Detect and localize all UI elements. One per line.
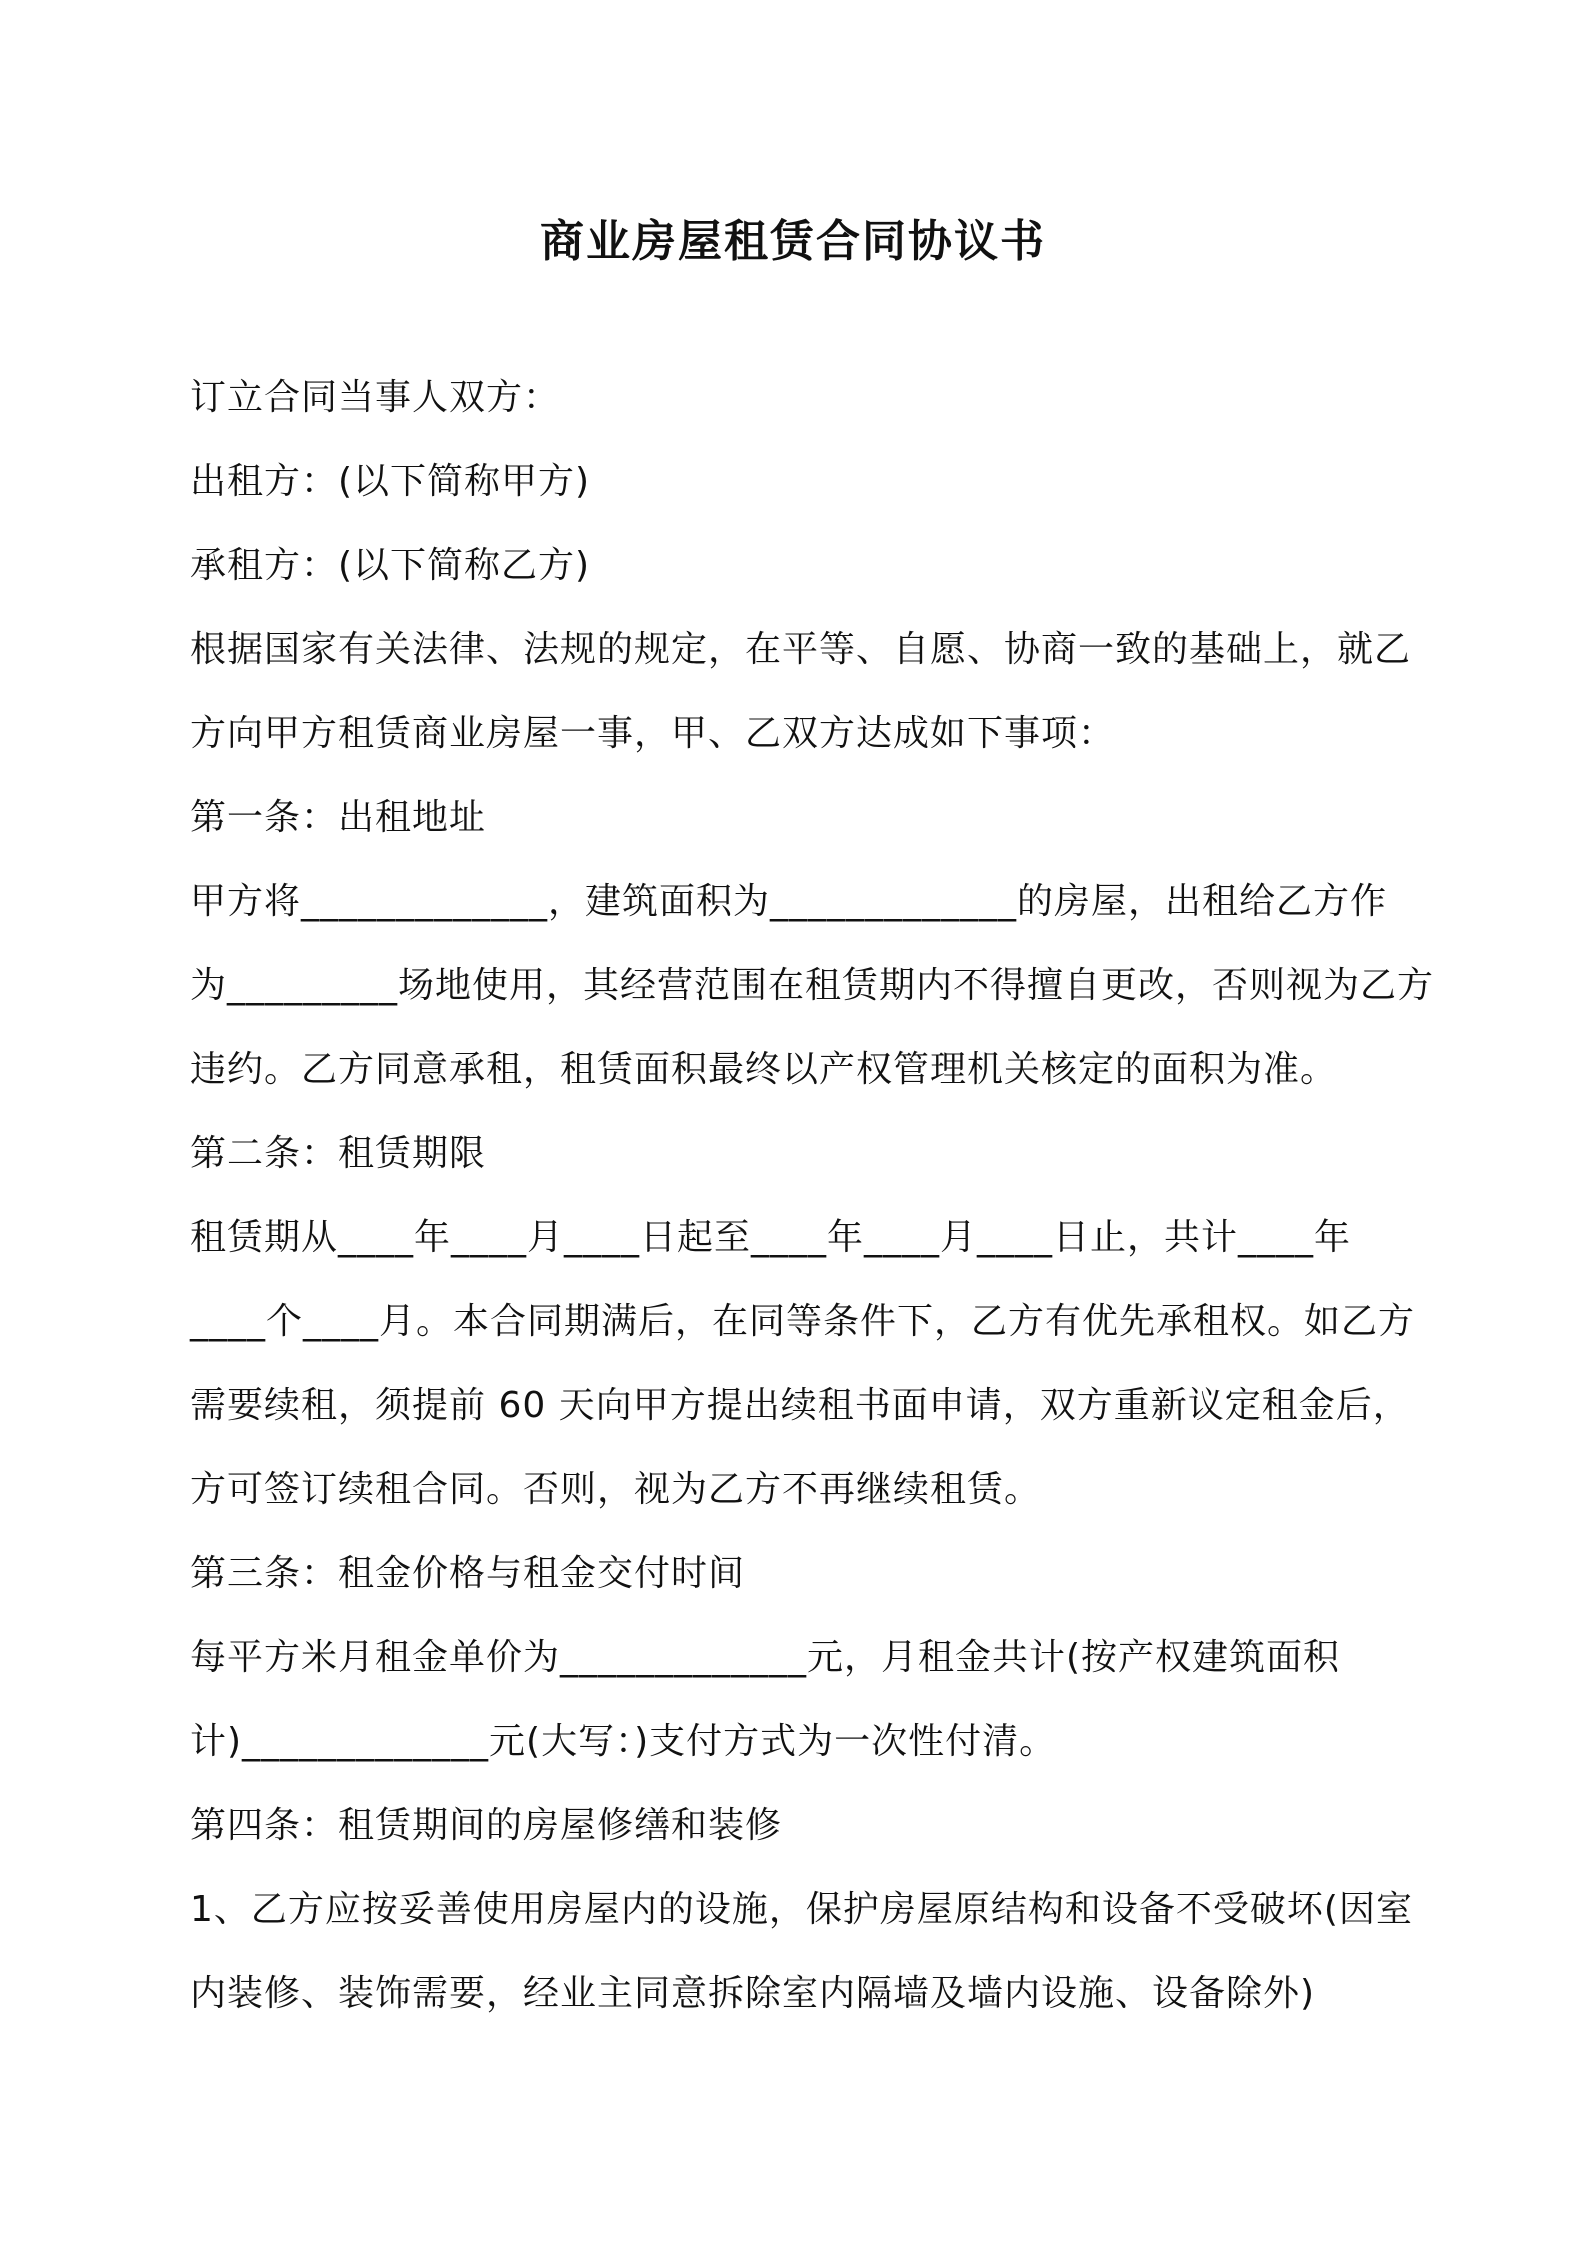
section-heading: 第四条：租赁期间的房屋修缮和装修 — [190, 1805, 783, 1846]
text-line: 方向甲方租赁商业房屋一事，甲、乙双方达成如下事项： — [190, 713, 1116, 754]
text-line: 承租方：(以下简称乙方) — [190, 545, 591, 586]
text-line: 出租方：(以下简称甲方) — [190, 461, 591, 502]
text-line: 需要续租，须提前 60 天向甲方提出续租书面申请，双方重新议定租金后， — [190, 1385, 1410, 1426]
text-line: 甲方将_____________，建筑面积为_____________的房屋，出租给乙方作 — [190, 881, 1388, 922]
section-heading: 第三条：租金价格与租金交付时间 — [190, 1553, 746, 1594]
text-line: 订立合同当事人双方： — [190, 377, 561, 418]
text-line: 为_________场地使用，其经营范围在租赁期内不得擅自更改，否则视为乙方 — [190, 965, 1435, 1006]
text-line: 根据国家有关法律、法规的规定，在平等、自愿、协商一致的基础上，就乙 — [190, 629, 1412, 670]
section-heading: 第二条：租赁期限 — [190, 1133, 487, 1174]
text-line: ____个____月。本合同期满后，在同等条件下，乙方有优先承租权。如乙方 — [190, 1301, 1416, 1342]
text-line: 计)_____________元(大写：)支付方式为一次性付清。 — [190, 1721, 1057, 1762]
section-heading: 第一条：出租地址 — [190, 797, 487, 838]
text-line: 租赁期从____年____月____日起至____年____月____日止，共计____年 — [190, 1217, 1352, 1258]
document-body — [190, 356, 1435, 2036]
text-line: 1、乙方应按妥善使用房屋内的设施，保护房屋原结构和设备不受破坏(因室 — [190, 1889, 1413, 1930]
text-line: 内装修、装饰需要，经业主同意拆除室内隔墙及墙内设施、设备除外) — [190, 1973, 1316, 2014]
document-title: 商业房屋租赁合同协议书 — [540, 216, 1046, 267]
text-line: 违约。乙方同意承租，租赁面积最终以产权管理机关核定的面积为准。 — [190, 1049, 1338, 1090]
text-line: 每平方米月租金单价为_____________元，月租金共计(按产权建筑面积 — [190, 1637, 1341, 1678]
text-line: 方可签订续租合同。否则，视为乙方不再继续租赁。 — [190, 1469, 1042, 1510]
